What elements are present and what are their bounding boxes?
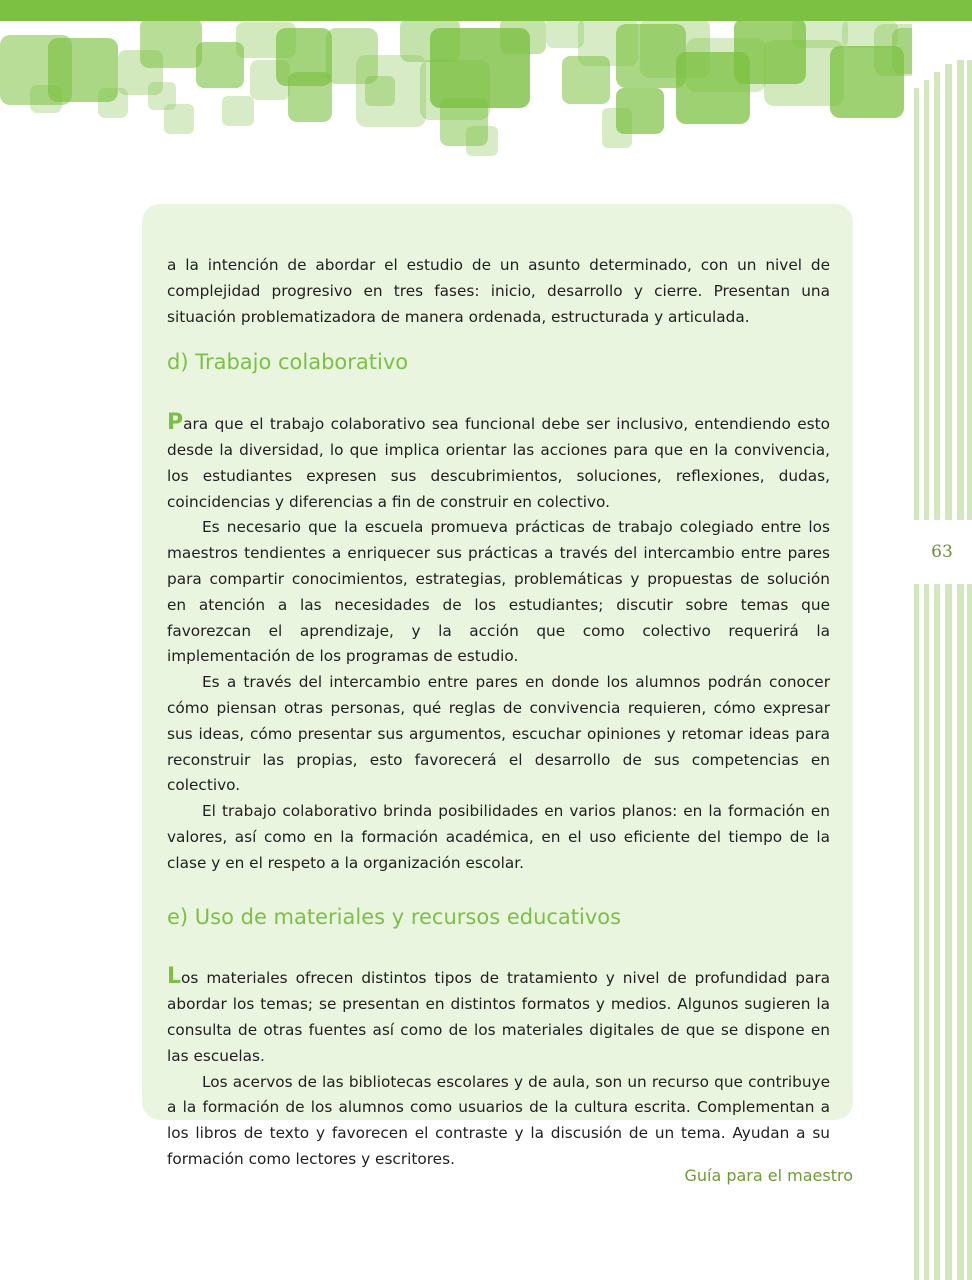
section-e-heading: e) Uso de materiales y recursos educativos bbox=[167, 904, 622, 929]
intro-paragraph: a la intención de abordar el estudio de un asunto determinado, con un nivel de complejidad progresivo en tres fases: inicio, desarrollo y cierre. Presentan una situación problematizadora de manera ordenada, estructurada y articulada. bbox=[167, 256, 830, 326]
section-e-paragraph-2: Los acervos de las bibliotecas escolares y de aula, son un recurso que contribuye a la formación de los alumnos como usuarios de la cultura escrita. Complementan a los libros de texto y favorecen el contraste y la discusión de un tema. Ayudan a su formación como lectores y escritores. bbox=[167, 1072, 830, 1168]
section-d-paragraph-4: El trabajo colaborativo brinda posibilidades en varios planos: en la formación en valores, así como en la formación académica, en el uso eficiente del tiempo de la clase y en el respeto a la organización escolar. bbox=[167, 802, 830, 872]
side-stripes bbox=[912, 0, 972, 1280]
header-decoration bbox=[0, 0, 972, 170]
top-accent-bar bbox=[0, 0, 972, 21]
section-d-paragraph-2: Es necesario que la escuela promueva prácticas de trabajo colegiado entre los maestros tendientes a enriquecer sus prácticas a través del intercambio entre pares para compartir conocimientos, estrategias, problemáticas y propuestas de solución en atención a las necesidades de los estudiantes; discutir sobre temas que favorezcan el aprendizaje, y la acción que como colectivo requerirá la implementación de los programas de estudio. bbox=[167, 518, 830, 666]
footer-title: Guía para el maestro bbox=[684, 1166, 853, 1185]
paragraph-text: os materiales ofrecen distintos tipos de tratamiento y nivel de profundidad para abordar los temas; se presentan en distintos formatos y medios. Algunos sugieren la consulta de otras fuentes así como de los materiales digitales de que se dispone en las escuelas. bbox=[167, 969, 830, 1065]
section-e-paragraph-1 bbox=[167, 964, 830, 1069]
content-panel bbox=[142, 204, 853, 1168]
content-body bbox=[167, 253, 830, 1173]
section-d-paragraph-3: Es a través del intercambio entre pares en donde los alumnos podrán conocer cómo piensan otras personas, qué reglas de convivencia requieren, cómo expresar sus ideas, cómo presentar sus argumentos, escuchar opiniones y retomar ideas para reconstruir las propias, esto favorecerá el desarrollo de sus competencias en colectivo. bbox=[167, 673, 830, 795]
section-d-paragraph-1 bbox=[167, 410, 830, 515]
drop-cap-initial: L bbox=[167, 964, 182, 990]
section-d-heading: d) Trabajo colaborativo bbox=[167, 350, 409, 375]
page-number: 63 bbox=[912, 520, 972, 584]
paragraph-text: ara que el trabajo colaborativo sea funcional debe ser inclusivo, entendiendo esto desde la diversidad, lo que implica orientar las acciones para que en la convivencia, los estudiantes expresen sus descubrimientos, soluciones, reflexiones, dudas, coincidencias y diferencias a fin de construir en colectivo. bbox=[167, 415, 830, 511]
drop-cap-initial: P bbox=[167, 410, 184, 436]
